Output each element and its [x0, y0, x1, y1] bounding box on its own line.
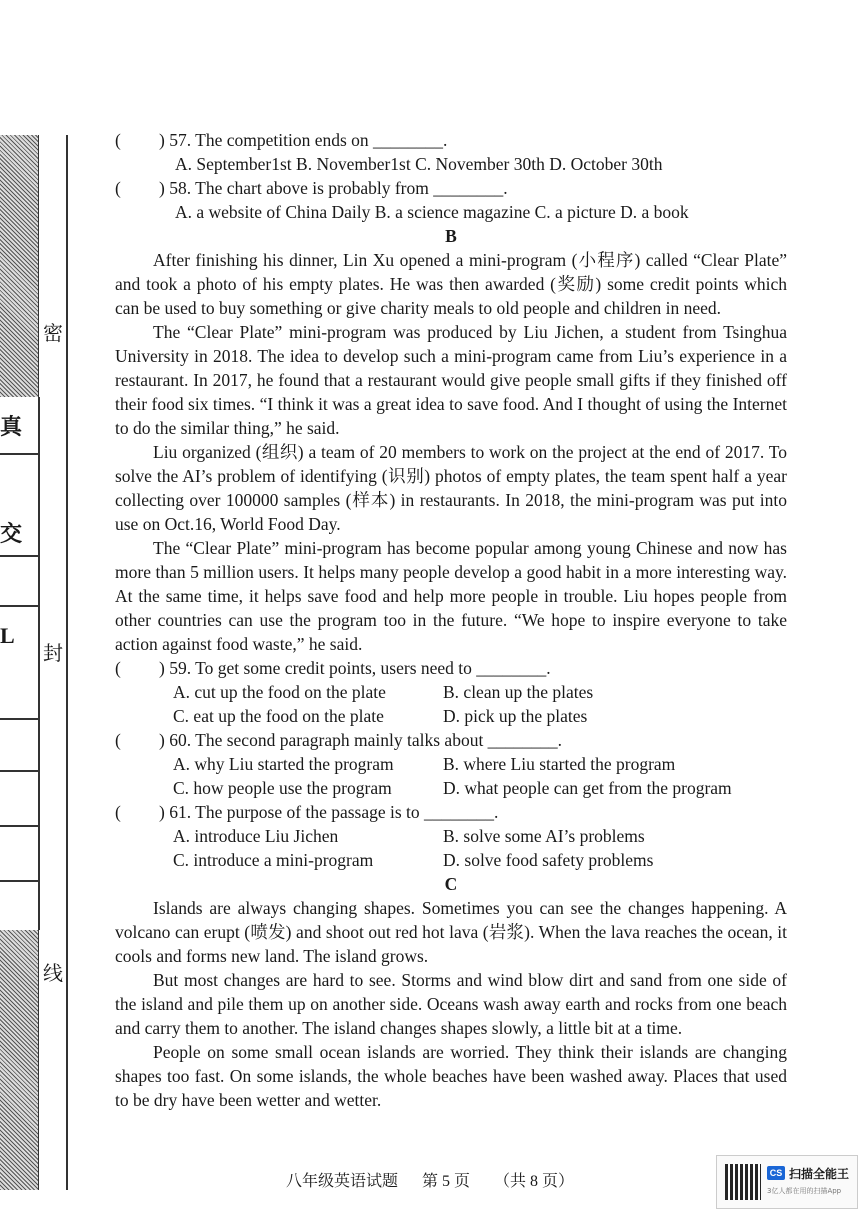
option-d: D. what people can get from the program [443, 778, 732, 798]
question-59: ( ) 59. To get some credit points, users need to ________. [115, 658, 551, 678]
option-c: C. how people use the program [173, 778, 392, 798]
hatch-bottom [0, 930, 39, 1190]
option-b: B. where Liu started the program [443, 754, 676, 774]
passage-b-paragraph: The “Clear Plate” mini-program was produced by Liu Jichen, a student from Tsinghua University in 2018. The idea to develop such a mini-program came from Liu’s experience in a restaurant. In 2017, he found that a restaurant would give people small gifts if they finished off their food six times. “I think it was a great idea to save food. And I thought of using the Internet to do the similar thing,” he said. [115, 322, 787, 438]
rule [0, 880, 38, 882]
option-a: A. why Liu started the program [173, 754, 394, 774]
camscanner-logo-icon: CS [767, 1166, 785, 1180]
binding-inner-line [38, 397, 40, 930]
section-b-heading: B [445, 226, 457, 246]
question-57-options: A. September1st B. November1st C. November 30th D. October 30th [175, 154, 663, 174]
passage-c-paragraph: People on some small ocean islands are worried. They think their islands are changing shapes too fast. On some islands, the whole beaches have been washed away. Places that used to be dry have been wetter and wetter. [115, 1042, 787, 1110]
rule [0, 770, 38, 772]
seal-char-xian: 线 [43, 963, 63, 985]
question-stem: ) 58. The chart above is probably from ________. [159, 178, 508, 198]
exam-content [115, 128, 787, 1112]
label-fragment: 交 [0, 521, 23, 546]
label-fragment: L [0, 623, 15, 648]
footer-page-number: 第 5 页 [421, 1173, 470, 1190]
question-57: ( ) 57. The competition ends on ________. [115, 130, 448, 150]
section-c-heading: C [444, 874, 458, 894]
footer-total-pages: （共 8 页） [494, 1173, 575, 1190]
binding-line [66, 135, 68, 1190]
question-stem: ) 57. The competition ends on ________. [159, 130, 448, 150]
question-59-options [115, 680, 787, 728]
binding-strip [0, 135, 66, 1190]
watermark-subtitle: 3亿人都在用的扫描App [767, 1187, 842, 1195]
question-58: ( ) 58. The chart above is probably from ________. [115, 178, 508, 198]
footer-subject: 八年级英语试题 [285, 1173, 398, 1190]
option-a: A. cut up the food on the plate [173, 682, 386, 702]
watermark-title: 扫描全能王 [789, 1167, 850, 1181]
question-stem: ) 59. To get some credit points, users need to ________. [159, 658, 551, 678]
question-58-options: A. a website of China Daily B. a science magazine C. a picture D. a book [175, 202, 689, 222]
option-c: C. introduce a mini-program [173, 850, 374, 870]
option-b: B. clean up the plates [443, 682, 594, 702]
option-d: D. pick up the plates [443, 706, 588, 726]
scanner-watermark [716, 1155, 858, 1209]
label-fragment: 真 [0, 414, 23, 439]
seal-char-mi: 密 [43, 323, 63, 345]
passage-b-paragraph: Liu organized (组织) a team of 20 members to work on the project at the end of 2017. To solve the AI’s problem of identifying (识别) photos of empty plates, the team spent half a year collecting over 100000 samples (样本) in restaurants. In 2018, the mini-program was put into use on Oct.16, World Food Day. [115, 442, 787, 534]
seal-char-feng: 封 [43, 643, 63, 665]
question-stem: ) 60. The second paragraph mainly talks about ________. [159, 730, 563, 750]
question-61-options [115, 824, 787, 872]
rule [0, 718, 38, 720]
option-a: A. introduce Liu Jichen [173, 826, 339, 846]
passage-b-paragraph: The “Clear Plate” mini-program has become popular among young Chinese and now has more than 5 million users. It helps many people develop a good habit in a more interesting way. At the same time, it helps save food and help more people in trouble. Liu hopes people from other countries can use the program too in the future. “We hope to inspire everyone to take action against food waste,” he said. [115, 538, 787, 654]
rule [0, 453, 38, 455]
question-60-options [115, 752, 787, 800]
question-60: ( ) 60. The second paragraph mainly talks about ________. [115, 730, 563, 750]
qr-code-icon [725, 1164, 761, 1200]
passage-b-paragraph: After finishing his dinner, Lin Xu opened a mini-program (小程序) called “Clear Plate” and took a photo of his empty plates. He was then awarded (奖励) some credit points which can be used to buy something or give charity meals to old people and children in need. [115, 250, 787, 318]
hatch-top [0, 135, 39, 397]
rule [0, 825, 38, 827]
question-61: ( ) 61. The purpose of the passage is to ________. [115, 802, 499, 822]
option-d: D. solve food safety problems [443, 850, 654, 870]
option-b: B. solve some AI’s problems [443, 826, 645, 846]
question-stem: ) 61. The purpose of the passage is to ________. [159, 802, 499, 822]
rule [0, 605, 38, 607]
option-c: C. eat up the food on the plate [173, 706, 384, 726]
passage-c-paragraph: But most changes are hard to see. Storms and wind blow dirt and sand from one side of the island and pile them up on another side. Oceans wash away earth and rocks from one beach and carry them to another. The island changes shapes slowly, a little bit at a time. [115, 970, 787, 1038]
passage-c-paragraph: Islands are always changing shapes. Sometimes you can see the changes happening. A volcano can erupt (喷发) and shoot out red hot lava (岩浆). When the lava reaches the ocean, it cools and forms new land. The island grows. [115, 898, 787, 966]
rule [0, 555, 38, 557]
